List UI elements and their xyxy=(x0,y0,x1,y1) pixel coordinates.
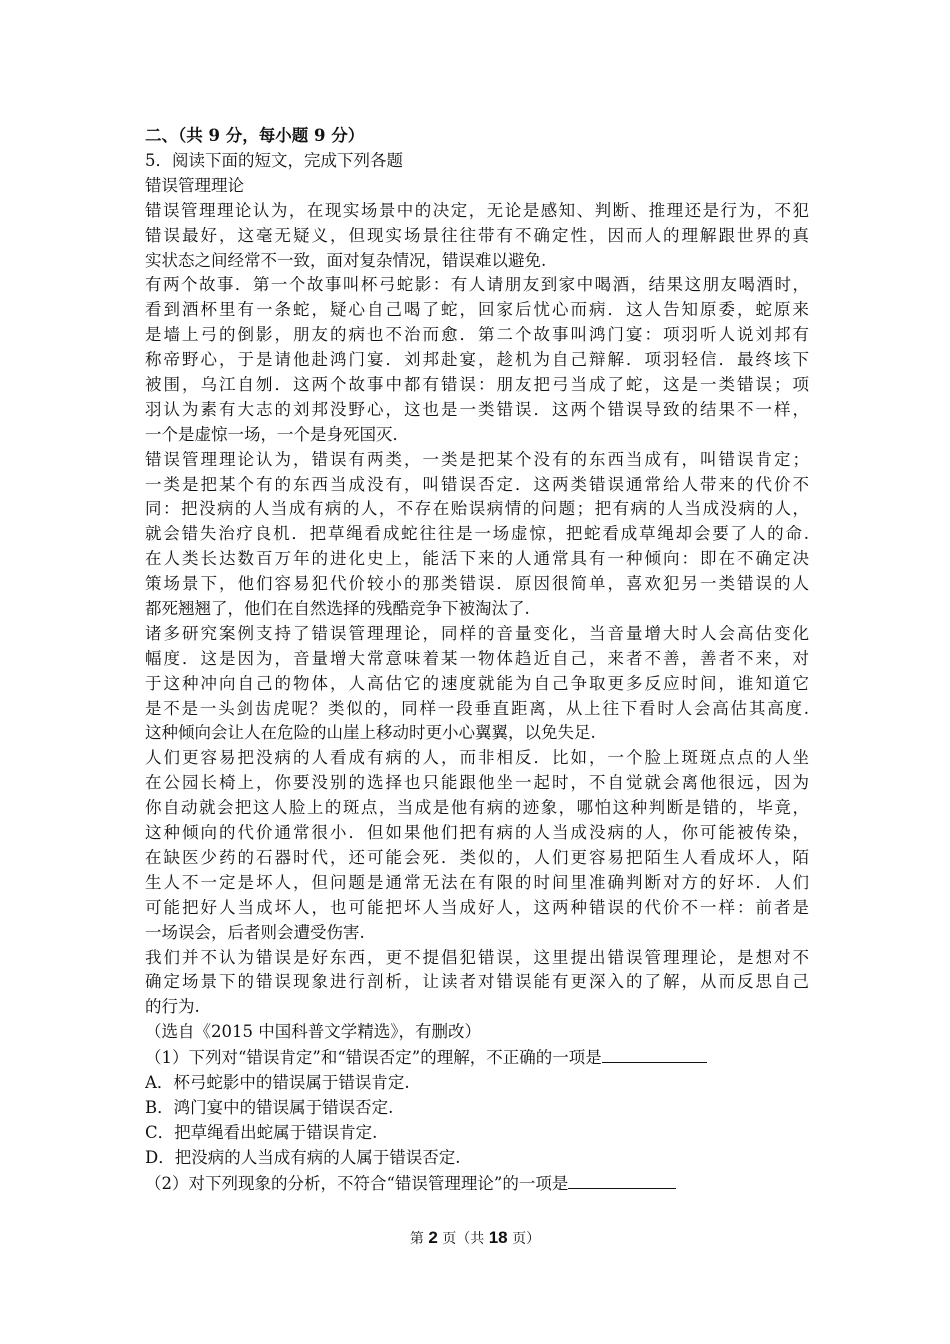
article-line: 一个是虚惊一场，一个是身死国灭． xyxy=(145,424,409,444)
article-line: 这种倾向的代价通常很小．但如果他们把有病的人当成没病的人，你可能被传染， xyxy=(145,823,809,843)
article-line: 错误最好，这毫无疑义，但现实场景往往带有不确定性，因而人的理解跟世界的真 xyxy=(145,225,809,245)
article-line: 确定场景下的错误现象进行剖析，让读者对错误能有更深入的了解，从而反思自己 xyxy=(145,972,809,992)
article-line: 实状态之间经常不一致，面对复杂情况，错误难以避免. xyxy=(145,250,547,270)
question-1-option-c: C．把草绳看出蛇属于错误肯定. xyxy=(145,1122,378,1142)
article-source: （选自《2015 中国科普文学精选》，有删改） xyxy=(145,1022,481,1042)
article-line: 这种倾向会让人在危险的山崖上移动时更小心翼翼，以免失足. xyxy=(145,723,596,743)
footer-page-number: 2 xyxy=(428,1228,438,1247)
section-heading: 二、（共 9 分，每小题 9 分） xyxy=(145,126,365,145)
article-line: 被围，乌江自刎．这两个故事中都有错误：朋友把弓当成了蛇，这是一类错误；项 xyxy=(145,374,809,394)
article-line: 错误管理理论认为，在现实场景中的决定，无论是感知、判断、推理还是行为，不犯 xyxy=(145,200,809,220)
article-line: 于这种冲向自己的物体，人高估它的速度就能为自己争取更多反应时间，谁知道它 xyxy=(145,673,809,693)
article-line: 人们更容易把没病的人看成有病的人，而非相反．比如，一个脸上斑斑点点的人坐 xyxy=(145,748,809,768)
question-2-answer-blank[interactable] xyxy=(568,1171,676,1189)
article-line: 生人不一定是坏人，但问题是通常无法在有限的时间里准确判断对方的好坏．人们 xyxy=(145,872,809,892)
footer-prefix: 第 xyxy=(409,1231,429,1247)
question-1-answer-blank[interactable] xyxy=(602,1045,707,1063)
article-line: 看到酒杯里有一条蛇，疑心自己喝了蛇，回家后忧心而病．这人告知原委，蛇原来 xyxy=(145,300,809,320)
question-1-option-d: D．把没病的人当成有病的人属于错误否定. xyxy=(145,1147,461,1167)
article-line: 在公园长椅上，你要没别的选择也只能跟他坐一起时，不自觉就会离他很远，因为 xyxy=(145,773,809,793)
article-line: 都死翘翘了，他们在自然选择的残酷竞争下被淘汰了. xyxy=(145,599,530,618)
article-line: 错误管理理论认为，错误有两类，一类是把某个没有的东西当成有，叫错误肯定； xyxy=(145,449,809,469)
article-line: 就会错失治疗良机．把草绳看成蛇往往是一场虚惊，把蛇看成草绳却会要了人的命. xyxy=(145,524,809,544)
article-line: 策场景下，他们容易犯代价较小的那类错误．原因很简单，喜欢犯另一类错误的人 xyxy=(145,574,809,594)
article-line: 是墙上弓的倒影，朋友的病也不治而愈．第二个故事叫鸿门宴：项羽听人说刘邦有 xyxy=(145,325,809,345)
article-line: 我们并不认为错误是好东西，更不提倡犯错误，这里提出错误管理理论，是想对不 xyxy=(145,947,809,967)
article-line: 有两个故事．第一个故事叫杯弓蛇影：有人请朋友到家中喝酒，结果这朋友喝酒时， xyxy=(145,275,809,295)
footer-middle: 页（共 xyxy=(437,1231,489,1247)
question-1-option-a: A．杯弓蛇影中的错误属于错误肯定. xyxy=(145,1073,410,1093)
question-2-text: （2）对下列现象的分析，不符合“错误管理理论”的一项是 xyxy=(145,1173,569,1193)
article-line: 一类是把某个有的东西当成没有，叫错误否定．这两类错误通常给人带来的代价不 xyxy=(145,474,809,494)
article-line: 在缺医少药的石器时代，还可能会死．类似的，人们更容易把陌生人看成坏人，陌 xyxy=(145,847,809,867)
article-line: 你自动就会把这人脸上的斑点，当成是他有病的迹象，哪怕这种判断是错的，毕竟， xyxy=(145,798,809,818)
article-line: 一场误会，后者则会遭受伤害. xyxy=(145,922,365,942)
article-line: 羽认为素有大志的刘邦没野心，这也是一类错误．这两个错误导致的结果不一样， xyxy=(145,399,809,419)
article-title: 错误管理理论 xyxy=(145,175,244,195)
article-line: 在人类长达数百万年的进化史上，能活下来的人通常具有一种倾向：即在不确定决 xyxy=(145,549,809,569)
footer-suffix: 页） xyxy=(507,1231,541,1247)
article-body xyxy=(145,199,809,1020)
page-footer xyxy=(0,1228,950,1248)
article-line: 同：把没病的人当成有病的人，不存在贻误病情的问题；把有病的人当成没病的人， xyxy=(145,499,809,519)
question-intro: 5．阅读下面的短文，完成下列各题 xyxy=(145,150,403,170)
article-line: 的行为. xyxy=(145,997,200,1017)
question-1-option-b: B．鸿门宴中的错误属于错误否定. xyxy=(145,1097,394,1117)
article-line: 称帝野心，于是请他赴鸿门宴．刘邦赴宴，趁机为自己辩解．项羽轻信．最终垓下 xyxy=(145,350,809,370)
page-content xyxy=(145,124,809,1197)
question-1-stem xyxy=(145,1045,809,1071)
article-line: 是不是一头剑齿虎呢？类似的，同样一段垂直距离，从上往下看时人会高估其高度. xyxy=(145,698,809,718)
article-line: 诸多研究案例支持了错误管理理论，同样的音量变化，当音量增大时人会高估变化 xyxy=(145,623,809,643)
footer-total-pages: 18 xyxy=(488,1228,508,1247)
question-1-text: （1）下列对“错误肯定”和“错误否定”的理解，不正确的一项是 xyxy=(145,1048,602,1068)
question-2-stem xyxy=(145,1171,809,1197)
article-line: 幅度．这是因为，音量增大常意味着某一物体趋近自己，来者不善，善者不来，对 xyxy=(145,648,809,668)
article-line: 可能把好人当成坏人，也可能把坏人当成好人，这两种错误的代价不一样：前者是 xyxy=(145,897,809,917)
